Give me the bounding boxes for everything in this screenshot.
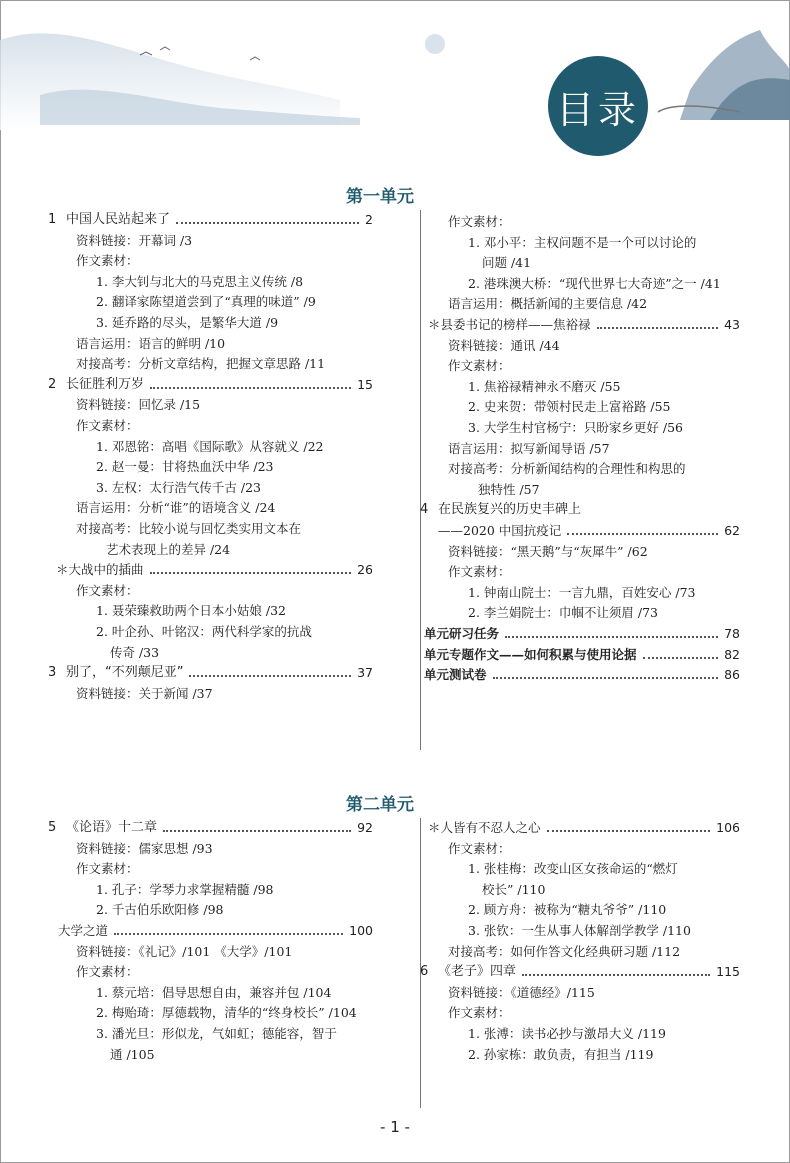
column-divider: [420, 210, 421, 750]
entry-title: 资料链接：关于新闻 /37: [76, 685, 213, 701]
unit-two-title: 第二单元: [346, 795, 414, 815]
toc-entry: [420, 962, 516, 982]
entry-title: 1. 邓小平：主权问题不是一个可以讨论的: [468, 234, 697, 250]
toc-entry: [424, 624, 499, 644]
toc-entry: [110, 643, 159, 663]
entry-page-number: 37: [357, 665, 373, 681]
entry-title: 1. 张桂梅：改变山区女孩命运的“燃灯: [468, 861, 678, 877]
entry-title: 资料链接：开幕词 /3: [76, 232, 193, 248]
entry-title: 艺术表现上的差异 /24: [106, 541, 231, 557]
toc-entry: [424, 645, 637, 665]
toc-entry: [468, 377, 621, 397]
entry-title: 资料链接：通讯 /44: [448, 337, 560, 353]
entry-page-number: 2: [365, 212, 373, 227]
toc-entry: [96, 983, 331, 1003]
entry-page-number: 78: [724, 626, 740, 641]
entry-title: 2. 顾方舟：被称为“糖丸爷爷” /110: [468, 902, 667, 918]
toc-entry: [448, 212, 511, 232]
toc-entry: [76, 395, 200, 415]
entry-title: 2. 叶企孙、叶铭汉：两代科学家的抗战: [96, 624, 312, 639]
entry-title: 传奇 /33: [110, 644, 160, 660]
toc-entry: [448, 294, 647, 314]
entry-page-number: 62: [724, 523, 740, 538]
toc-entry: [468, 921, 691, 941]
toc-entry: [56, 560, 144, 580]
entry-title: 别了，“不列颠尼亚”: [66, 665, 184, 681]
dot-leader: [163, 830, 351, 832]
entry-title: 对接高考：比较小说与回忆类实用文本在: [76, 521, 302, 536]
entry-title: 单元测试卷: [424, 667, 487, 683]
entry-title: 语言运用：拟写新闻导语 /57: [448, 440, 610, 456]
toc-entry: [76, 231, 192, 251]
dot-leader: [176, 222, 359, 224]
entry-title: 2. 赵一曼：甘将热血沃中华 /23: [96, 459, 274, 475]
entry-title: 资料链接：《道德经》/115: [448, 984, 595, 1000]
toc-entry: [96, 457, 274, 477]
toc-entry: [76, 519, 301, 539]
entry-title: 大学之道: [58, 923, 109, 938]
toc-entry: [76, 334, 225, 354]
entry-title: 语言运用：分析“谁”的语境含义 /24: [76, 500, 276, 516]
entry-title: 2. 港珠澳大桥：“现代世界七大奇迹”之一 /41: [468, 275, 721, 291]
entry-title: 《论语》十二章: [66, 820, 158, 835]
toc-entry: [478, 480, 540, 500]
toc-entry: [76, 416, 139, 436]
dot-leader: [643, 657, 718, 659]
toc-entry: [96, 292, 316, 312]
toc-entry: [448, 562, 511, 582]
entry-page-number: 115: [716, 964, 740, 980]
entry-number: 5: [48, 820, 57, 835]
dot-leader: [547, 830, 710, 832]
toc-entry: [96, 478, 261, 498]
toc-entry: [448, 336, 560, 356]
dot-leader: [189, 675, 351, 677]
entry-number: 3: [48, 665, 57, 681]
entry-title: 单元专题作文——如何积累与使用论据: [424, 646, 637, 662]
toc-entry: [468, 583, 696, 603]
toc-entry: [468, 274, 721, 294]
entry-title: 1. 钟南山院士：一言九鼎，百姓安心 /73: [468, 584, 696, 600]
entry-title: 资料链接：“黑天鹅”与“灰犀牛” /62: [448, 543, 648, 559]
toc-entry: [448, 942, 680, 962]
toc-entry: [448, 542, 648, 562]
toc-entry: [76, 942, 292, 962]
entry-title: 资料链接：回忆录 /15: [76, 397, 201, 413]
entry-title: 3. 大学生村官杨宁：只盼家乡更好 /56: [468, 420, 683, 435]
entry-page-number: 82: [724, 646, 740, 662]
entry-title: 1. 蔡元培：倡导思想自由，兼容并包 /104: [96, 984, 332, 1000]
toc-entry: [76, 251, 139, 271]
entry-title: 2. 李兰娟院士：巾帼不让须眉 /73: [468, 605, 658, 621]
entry-title: 语言运用：语言的鲜明 /10: [76, 335, 226, 351]
toc-entry: [468, 1045, 653, 1065]
entry-page-number: 106: [716, 820, 740, 835]
toc-entry: [424, 665, 487, 685]
entry-title: 资料链接：《礼记》/101 《大学》/101: [76, 943, 293, 959]
toc-entry: [468, 397, 671, 417]
entry-title: 1. 张溥：读书必抄与激昂大义 /119: [468, 1026, 666, 1041]
dot-leader: [114, 933, 343, 935]
toc-entry: [96, 1003, 357, 1023]
entry-title: 作文素材：: [448, 564, 511, 580]
entry-title: ＊人皆有不忍人之心: [428, 820, 541, 835]
entry-number: 4: [420, 502, 429, 518]
toc-entry: [96, 1024, 337, 1044]
entry-title: 中国人民站起来了: [66, 212, 171, 227]
entry-number: 6: [420, 964, 429, 980]
entry-page-number: 43: [724, 317, 740, 332]
entry-title: 作文素材：: [76, 582, 139, 598]
landscape-banner: [0, 0, 790, 160]
toc-entry: [96, 601, 286, 621]
entry-title: 问题 /41: [482, 255, 532, 271]
toc-entry: [76, 859, 139, 879]
dot-leader: [150, 572, 351, 574]
entry-title: 3. 左权：太行浩气传千古 /23: [96, 479, 261, 495]
entry-title: 对接高考：如何作答文化经典研习题 /112: [448, 943, 681, 959]
entry-title: 3. 张钦：一生从事人体解剖学教学 /110: [468, 923, 691, 938]
entry-page-number: 86: [724, 667, 740, 683]
dot-leader: [597, 327, 718, 329]
entry-title: 独特性 /57: [478, 481, 540, 497]
entry-title: 作文素材：: [448, 1005, 511, 1021]
entry-title: 3. 延乔路的尽头，是繁华大道 /9: [96, 315, 279, 330]
toc-entry: [448, 459, 686, 479]
entry-title: 在民族复兴的历史丰碑上: [438, 502, 582, 518]
entry-title: ＊大战中的插曲: [56, 562, 144, 578]
entry-page-number: 26: [357, 562, 373, 578]
entry-page-number: 100: [349, 923, 373, 938]
entry-title: 通 /105: [110, 1046, 155, 1062]
toc-entry: [48, 210, 170, 230]
toc-entry: [76, 581, 139, 601]
entry-title: 对接高考：分析文章结构，把握文章思路 /11: [76, 356, 326, 372]
toc-entry: [106, 540, 230, 560]
entry-title: 1. 聂荣臻救助两个日本小姑娘 /32: [96, 603, 286, 619]
toc-entry: [468, 1024, 666, 1044]
entry-title: 作文素材：: [448, 214, 511, 229]
entry-title: 2. 翻译家陈望道尝到了“真理的味道” /9: [96, 294, 316, 310]
entry-title: 作文素材：: [76, 861, 139, 877]
toc-entry: [428, 818, 541, 838]
entry-title: 《老子》四章: [438, 964, 517, 980]
entry-number: 2: [48, 376, 57, 392]
entry-title: 作文素材：: [448, 358, 511, 374]
toc-entry: [96, 272, 303, 292]
entry-title: 资料链接：儒家思想 /93: [76, 840, 213, 856]
toc-entry: [48, 818, 157, 838]
toc-entry: [468, 418, 683, 438]
page-number: - 1 -: [380, 1118, 410, 1136]
toc-entry: [48, 663, 183, 683]
entry-title: 长征胜利万岁: [66, 376, 145, 392]
toc-entry: [76, 684, 213, 704]
dot-leader: [567, 533, 718, 535]
entry-page-number: 92: [357, 820, 373, 835]
toc-entry: [420, 500, 581, 520]
toc-entry: [448, 1003, 511, 1023]
toc-entry: [448, 439, 610, 459]
toc-entry: [96, 900, 224, 920]
entry-title: 校长” /110: [482, 881, 546, 897]
toc-entry: [58, 921, 108, 941]
page-title: 目录: [548, 56, 648, 156]
toc-entry: [448, 356, 511, 376]
entry-title: 2. 千古伯乐欧阳修 /98: [96, 902, 224, 918]
dot-leader: [493, 677, 718, 679]
entry-title: ——2020 中国抗疫记: [438, 523, 562, 538]
toc-entry: [96, 437, 324, 457]
toc-entry: [448, 983, 595, 1003]
entry-title: 单元研习任务: [424, 626, 500, 641]
entry-title: 2. 孙家栋：敢负责，有担当 /119: [468, 1046, 654, 1062]
entry-title: 对接高考：分析新闻结构的合理性和构思的: [448, 461, 686, 477]
toc-entry: [428, 315, 591, 335]
toc-entry: [468, 900, 666, 920]
toc-entry: [76, 498, 275, 518]
toc-entry: [96, 622, 312, 642]
entry-title: 作文素材：: [76, 964, 139, 980]
toc-entry: [76, 354, 325, 374]
toc-entry: [482, 253, 531, 273]
dot-leader: [505, 636, 718, 638]
entry-title: 1. 孔子：学琴力求掌握精髓 /98: [96, 881, 274, 897]
entry-title: ＊县委书记的榜样——焦裕禄: [428, 317, 591, 332]
toc-entry: [96, 313, 278, 333]
toc-entry: [468, 603, 658, 623]
toc-entry: [76, 962, 139, 982]
entry-title: 2. 史来贺：带领村民走上富裕路 /55: [468, 399, 671, 415]
entry-title: 作文素材：: [76, 418, 139, 433]
toc-entry: [110, 1045, 155, 1065]
entry-title: 2. 梅贻琦：厚德载物，清华的“终身校长” /104: [96, 1005, 357, 1021]
entry-title: 作文素材：: [76, 253, 139, 269]
entry-number: 1: [48, 212, 57, 227]
toc-entry: [48, 375, 144, 395]
entry-title: 作文素材：: [448, 840, 511, 856]
toc-entry: [482, 880, 545, 900]
entry-title: 1. 李大钊与北大的马克思主义传统 /8: [96, 273, 304, 289]
entry-title: 1. 邓恩铭：高唱《国际歌》从容就义 /22: [96, 438, 324, 454]
toc-entry: [448, 839, 511, 859]
entry-title: 3. 潘光旦：形似龙，气如虹；德能容，智于: [96, 1026, 337, 1041]
entry-page-number: 15: [357, 376, 373, 392]
entry-title: 语言运用：概括新闻的主要信息 /42: [448, 296, 648, 312]
unit-one-title: 第一单元: [346, 187, 414, 207]
entry-title: 1. 焦裕禄精神永不磨灭 /55: [468, 378, 621, 394]
toc-entry: [468, 233, 696, 253]
toc-entry: [76, 839, 213, 859]
dot-leader: [522, 974, 710, 976]
toc-entry: [96, 880, 274, 900]
dot-leader: [150, 387, 351, 389]
toc-entry: [438, 521, 561, 541]
toc-entry: [468, 859, 678, 879]
